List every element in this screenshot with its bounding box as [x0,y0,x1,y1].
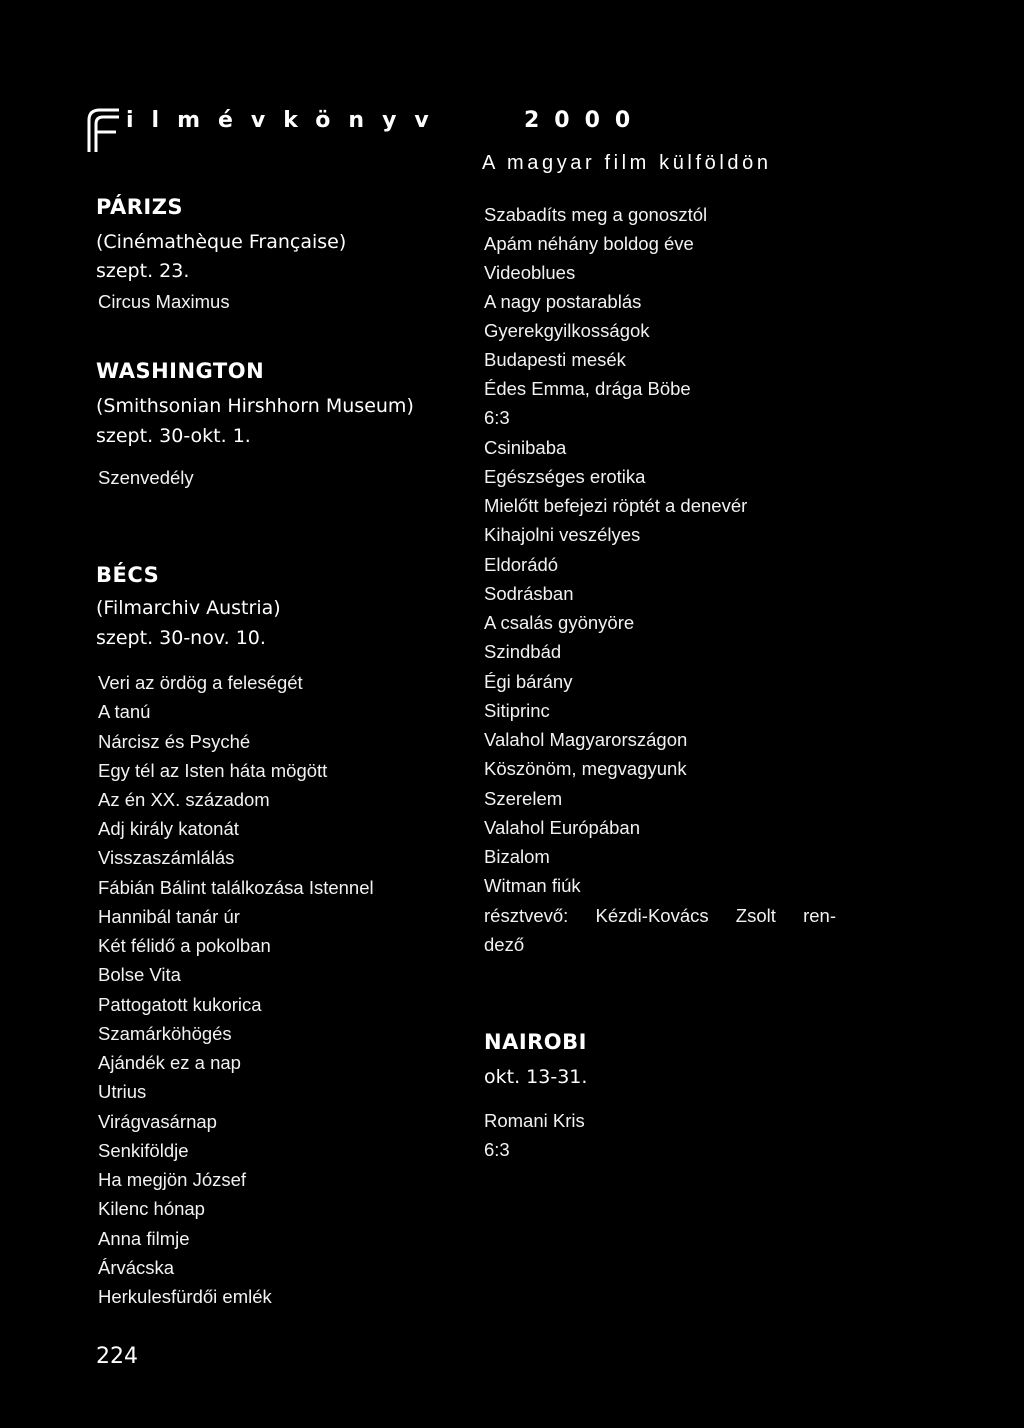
venue-washington: (Smithsonian Hirshhorn Museum) [96,395,414,417]
film-title: Mielőtt befejezi röptét a denevér [484,495,748,516]
film-title: Virágvasárnap [98,1111,217,1132]
venue-becs: (Filmarchiv Austria) [96,597,281,619]
film-title: Szenvedély [98,467,194,488]
film-title: Egészséges erotika [484,466,646,487]
date-paris: szept. 23. [96,260,190,282]
film-title: Valahol Európában [484,817,641,838]
film-title: Köszönöm, megvagyunk [484,758,687,779]
film-title: Ajándék ez a nap [98,1052,241,1073]
film-title: Édes Emma, drága Böbe [484,378,691,399]
film-title: A nagy postarablás [484,291,642,312]
film-title: Hannibál tanár úr [98,906,240,927]
film-title: Eldorádó [484,554,559,575]
film-title: Fábián Bálint találkozása Istennel [98,877,374,898]
book-year: 2000 [524,108,646,133]
film-title: Nárcisz és Psyché [98,731,251,752]
credit-word: Kézdi-Kovács [595,905,709,926]
film-title: Két félidő a pokolban [98,935,271,956]
film-title: Visszaszámlálás [98,847,235,868]
film-title: Bolse Vita [98,964,181,985]
film-title: A csalás gyönyöre [484,612,635,633]
film-title: Anna filmje [98,1228,190,1249]
film-title: Senkiföldje [98,1140,189,1161]
city-heading-washington: WASHINGTON [96,359,265,383]
date-washington: szept. 30-okt. 1. [96,425,251,447]
film-title: Veri az ördög a feleségét [98,672,303,693]
film-title: Szamárköhögés [98,1023,232,1044]
film-title: Csinibaba [484,437,567,458]
date-nairobi: okt. 13-31. [484,1066,588,1088]
filmevkonyv-logo-mark [86,106,122,154]
film-title: Sitiprinc [484,700,550,721]
film-title: Ha megjön József [98,1169,247,1190]
credit-word: résztvevő: [484,905,569,926]
film-title: 6:3 [484,407,510,428]
film-title: Videoblues [484,262,576,283]
film-title: Szabadíts meg a gonosztól [484,204,708,225]
page-header [86,100,866,174]
city-heading-paris: PÁRIZS [96,195,184,219]
film-title: Az én XX. századom [98,789,270,810]
film-title: Árvácska [98,1257,175,1278]
film-title: Budapesti mesék [484,349,626,370]
film-title: Pattogatott kukorica [98,994,262,1015]
date-becs: szept. 30-nov. 10. [96,627,266,649]
film-title: Kihajolni veszélyes [484,524,641,545]
film-title: Valahol Magyarországon [484,729,688,750]
film-title: Egy tél az Isten háta mögött [98,760,328,781]
film-title: Gyerekgyilkosságok [484,320,650,341]
film-title: Romani Kris [484,1110,585,1131]
film-title: 6:3 [484,1139,510,1160]
film-title: Szindbád [484,641,562,662]
film-title: Bizalom [484,846,550,867]
city-heading-becs: BÉCS [96,563,160,587]
credit-word: ren- [803,905,836,926]
venue-paris: (Cinémathèque Française) [96,231,347,253]
film-title: A tanú [98,701,151,722]
credit-word: Zsolt [735,905,776,926]
page-number: 224 [96,1344,138,1369]
film-title: Égi bárány [484,671,573,692]
film-title: Utrius [98,1081,147,1102]
city-heading-nairobi: NAIROBI [484,1030,587,1054]
film-title: Circus Maximus [98,291,230,312]
credit-line-continued: dező [484,934,525,955]
film-title: Adj király katonát [98,818,239,839]
film-title: Sodrásban [484,583,574,604]
film-title: Herkulesfürdői emlék [98,1286,272,1307]
film-title: Kilenc hónap [98,1198,205,1219]
film-title: Apám néhány boldog éve [484,233,694,254]
film-title: Szerelem [484,788,563,809]
film-title: Witman fiúk [484,875,581,896]
section-subtitle: A magyar film külföldön [482,152,772,174]
credit-line [484,905,836,927]
book-title: ilmévkönyv [126,108,447,133]
